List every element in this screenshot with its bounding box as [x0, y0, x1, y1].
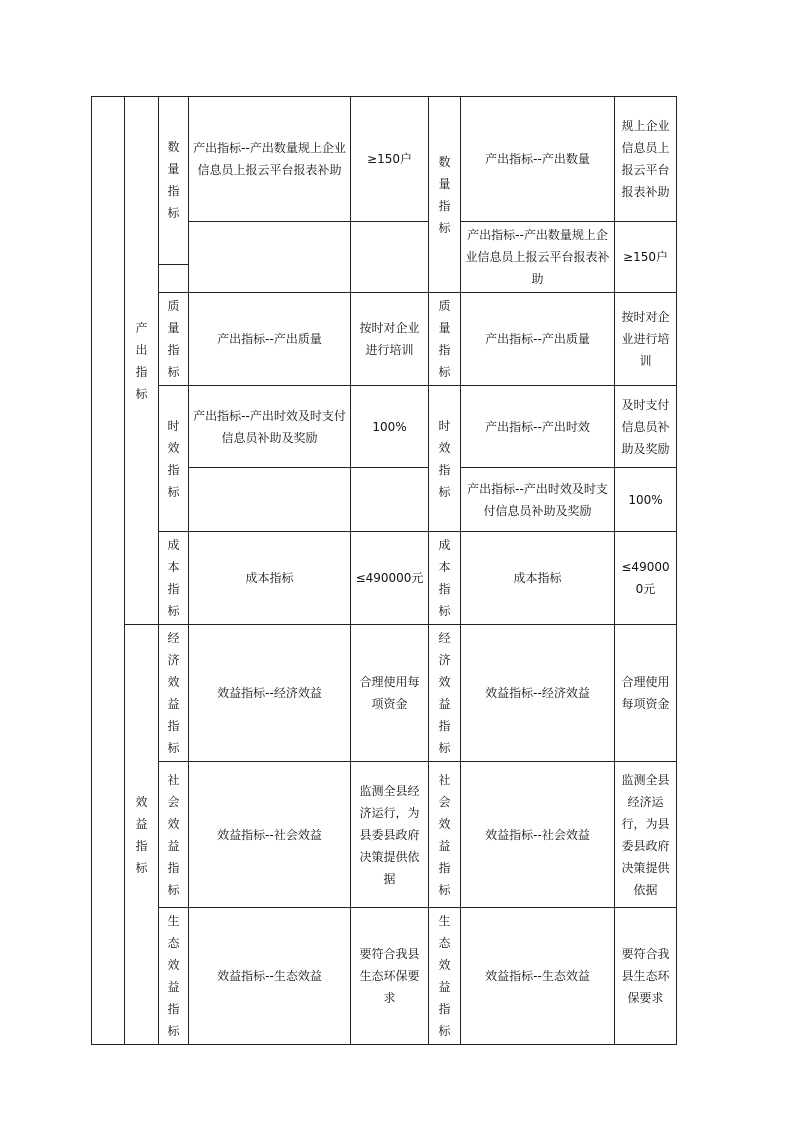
- indicator-name-right: 效益指标--经济效益: [461, 625, 615, 762]
- indicator-name-right: 产出指标--产出时效: [461, 386, 615, 468]
- indicator-value: ≤490000元: [351, 532, 429, 625]
- indicator-name: 效益指标--生态效益: [189, 908, 351, 1045]
- table-row: [92, 532, 677, 625]
- indicator-value-right: 及时支付信息员补助及奖励: [615, 386, 677, 468]
- empty-cell: [189, 222, 351, 293]
- indicator-name: 产出指标--产出时效及时支付信息员补助及奖励: [189, 386, 351, 468]
- indicator-type-social: 社会效益指标: [159, 762, 189, 908]
- indicator-value: 100%: [351, 386, 429, 468]
- indicator-value-right: ≤490000元: [615, 532, 677, 625]
- indicator-type-timeliness: 时效指标: [159, 386, 189, 532]
- indicator-name: 产出指标--产出数量规上企业信息员上报云平台报表补助: [189, 97, 351, 222]
- indicator-name-right: 产出指标--产出时效及时支付信息员补助及奖励: [461, 468, 615, 532]
- indicator-value: 监测全县经济运行，为县委县政府决策提供依据: [351, 762, 429, 908]
- indicator-name: 产出指标--产出质量: [189, 293, 351, 386]
- indicator-value: 合理使用每项资金: [351, 625, 429, 762]
- empty-cell: [351, 222, 429, 293]
- indicator-value: 要符合我县生态环保要求: [351, 908, 429, 1045]
- indicator-name-right: 产出指标--产出数量: [461, 97, 615, 222]
- indicator-name-right: 产出指标--产出质量: [461, 293, 615, 386]
- indicator-type-ecological-right: 生态效益指标: [429, 908, 461, 1045]
- indicator-type-ecological: 生态效益指标: [159, 908, 189, 1045]
- indicator-type-quality-right: 质量指标: [429, 293, 461, 386]
- indicator-value-right: 合理使用每项资金: [615, 625, 677, 762]
- empty-cell: [351, 468, 429, 532]
- indicator-value-right: 监测全县经济运行，为县委县政府决策提供依据: [615, 762, 677, 908]
- indicator-type-quantity: 数量指标: [159, 97, 189, 265]
- table-row: [92, 908, 677, 1045]
- table-row: [92, 386, 677, 468]
- indicator-type-quantity-right: 数量指标: [429, 97, 461, 293]
- indicator-value-right: 按时对企业进行培训: [615, 293, 677, 386]
- indicator-name: 效益指标--社会效益: [189, 762, 351, 908]
- indicator-value-right: 100%: [615, 468, 677, 532]
- indicator-name-right: 效益指标--生态效益: [461, 908, 615, 1045]
- indicator-type-economic-right: 经济效益指标: [429, 625, 461, 762]
- indicator-type-cost-right: 成本指标: [429, 532, 461, 625]
- indicator-value: ≥150户: [351, 97, 429, 222]
- empty-cell: [189, 468, 351, 532]
- indicator-type-economic: 经济效益指标: [159, 625, 189, 762]
- category-benefit: 效益指标: [125, 625, 159, 1045]
- indicator-value-right: ≥150户: [615, 222, 677, 293]
- indicator-value-right: 要符合我县生态环保要求: [615, 908, 677, 1045]
- indicator-name-right: 成本指标: [461, 532, 615, 625]
- indicator-name-right: 效益指标--社会效益: [461, 762, 615, 908]
- table-row: [92, 97, 677, 222]
- indicator-type-timeliness-right: 时效指标: [429, 386, 461, 532]
- indicator-name: 成本指标: [189, 532, 351, 625]
- table-row: [92, 293, 677, 386]
- table-row: [92, 762, 677, 908]
- indicator-value-right: 规上企业信息员上报云平台报表补助: [615, 97, 677, 222]
- indicator-type-cost: 成本指标: [159, 532, 189, 625]
- category-output: 产出指标: [125, 97, 159, 625]
- table-row: [92, 625, 677, 762]
- indicator-type-social-right: 社会效益指标: [429, 762, 461, 908]
- indicator-type-quality: 质量指标: [159, 293, 189, 386]
- indicator-name: 效益指标--经济效益: [189, 625, 351, 762]
- blank-first-column: [92, 97, 125, 1045]
- performance-indicator-table: [91, 96, 677, 1045]
- indicator-name-right: 产出指标--产出数量规上企业信息员上报云平台报表补助: [461, 222, 615, 293]
- indicator-value: 按时对企业进行培训: [351, 293, 429, 386]
